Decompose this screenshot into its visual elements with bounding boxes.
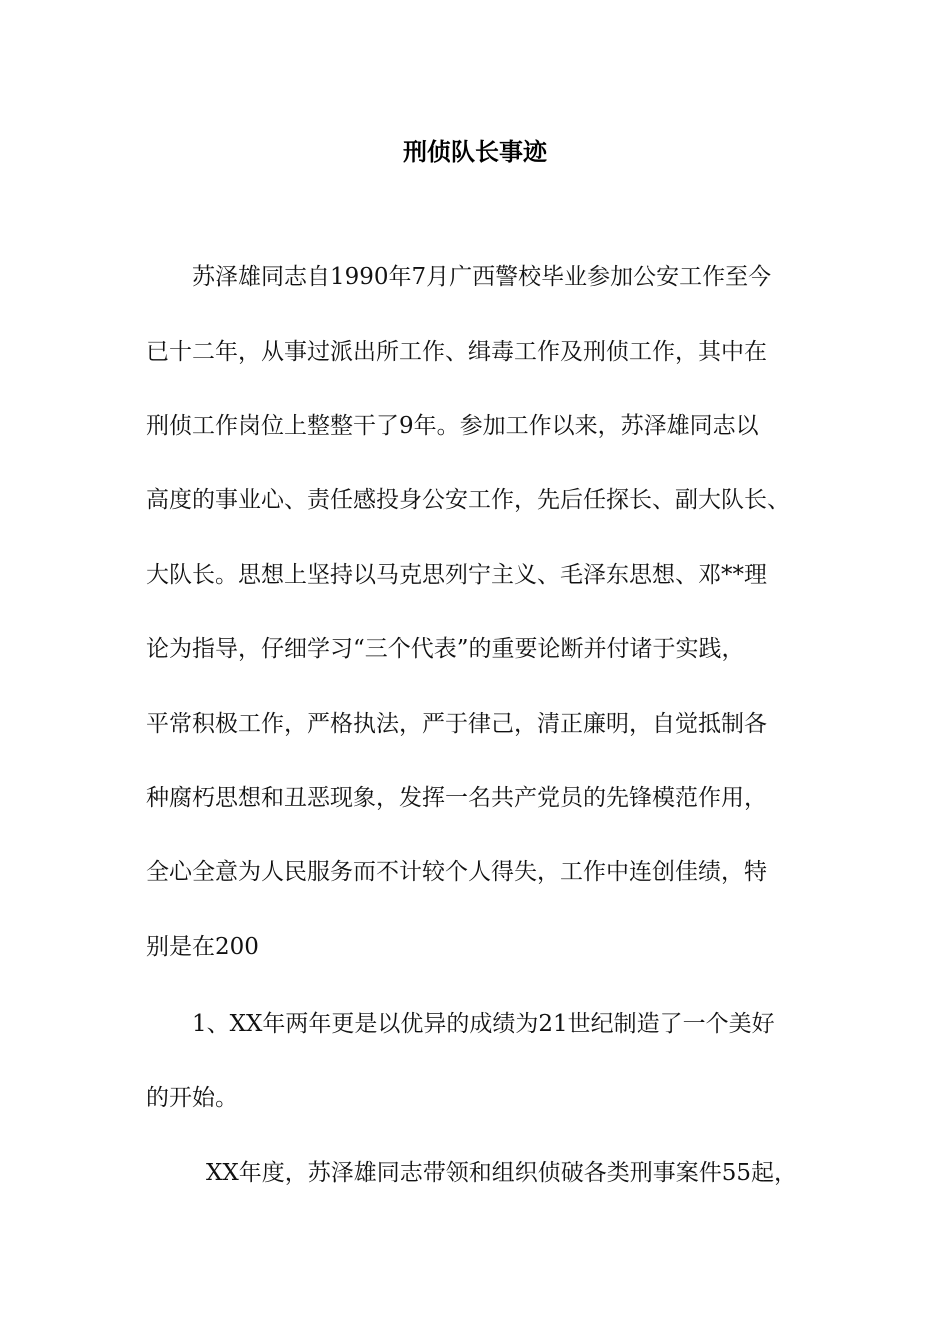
paragraph-line: 已十二年，从事过派出所工作、缉毒工作及刑侦工作，其中在	[146, 339, 767, 365]
document-title: 刑侦队长事迹	[403, 138, 547, 166]
paragraph-line: 全心全意为人民服务而不计较个人得失，工作中连创佳绩，特	[146, 859, 767, 885]
paragraph-line: 种腐朽思想和丑恶现象，发挥一名共产党员的先锋模范作用，	[146, 785, 767, 811]
paragraph-line: 论为指导，仔细学习“三个代表”的重要论断并付诸于实践，	[146, 636, 745, 662]
paragraph-line: 别是在200	[146, 934, 259, 960]
paragraph-line: XX年度，苏泽雄同志带领和组织侦破各类刑事案件55起，	[206, 1160, 798, 1186]
paragraph-line: 1、XX年两年更是以优异的成绩为21世纪制造了一个美好	[192, 1011, 775, 1037]
paragraph-line: 刑侦工作岗位上整整干了9年。参加工作以来，苏泽雄同志以	[146, 413, 759, 439]
paragraph-line: 平常积极工作，严格执法，严于律己，清正廉明，自觉抵制各	[146, 711, 767, 737]
paragraph-line: 大队长。思想上坚持以马克思列宁主义、毛泽东思想、邓**理	[146, 562, 767, 588]
paragraph-line: 高度的事业心、责任感投身公安工作，先后任探长、副大队长、	[146, 487, 790, 513]
paragraph-line: 苏泽雄同志自1990年7月广西警校毕业参加公安工作至今	[192, 264, 772, 290]
paragraph-line: 的开始。	[146, 1085, 238, 1111]
